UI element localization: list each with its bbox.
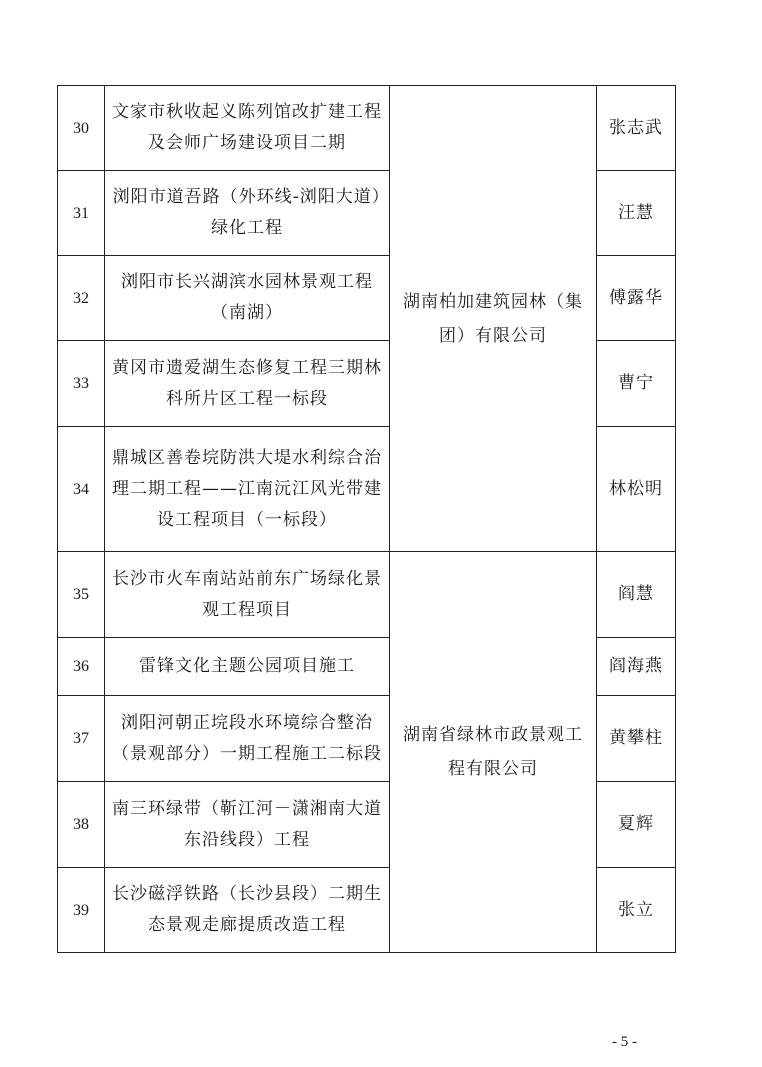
project-name: 文家市秋收起义陈列馆改扩建工程及会师广场建设项目二期	[105, 86, 390, 171]
project-name: 南三环绿带（靳江河－潇湘南大道东沿线段）工程	[105, 782, 390, 868]
project-name: 浏阳市长兴湖滨水园林景观工程（南湖）	[105, 256, 390, 341]
person-name: 阎慧	[597, 552, 676, 638]
row-number: 31	[58, 171, 105, 256]
page-number: - 5 -	[612, 1034, 637, 1050]
row-number: 39	[58, 868, 105, 953]
table-row	[58, 552, 676, 638]
table-row	[58, 86, 676, 171]
project-name: 黄冈市遗爱湖生态修复工程三期林科所片区工程一标段	[105, 341, 390, 427]
project-name: 长沙市火车南站站前东广场绿化景观工程项目	[105, 552, 390, 638]
person-name: 夏辉	[597, 782, 676, 868]
person-name: 阎海燕	[597, 638, 676, 696]
row-number: 35	[58, 552, 105, 638]
row-number: 33	[58, 341, 105, 427]
row-number: 37	[58, 696, 105, 782]
row-number: 34	[58, 427, 105, 552]
row-number: 30	[58, 86, 105, 171]
person-name: 汪慧	[597, 171, 676, 256]
row-number: 36	[58, 638, 105, 696]
person-name: 张立	[597, 868, 676, 953]
company-name: 湖南柏加建筑园林（集团）有限公司	[390, 86, 597, 552]
row-number: 32	[58, 256, 105, 341]
person-name: 张志武	[597, 86, 676, 171]
project-table	[57, 85, 676, 953]
person-name: 曹宁	[597, 341, 676, 427]
person-name: 傅露华	[597, 256, 676, 341]
project-name: 雷锋文化主题公园项目施工	[105, 638, 390, 696]
project-name: 鼎城区善卷垸防洪大堤水利综合治理二期工程——江南沅江风光带建设工程项目（一标段）	[105, 427, 390, 552]
person-name: 林松明	[597, 427, 676, 552]
project-name: 长沙磁浮铁路（长沙县段）二期生态景观走廊提质改造工程	[105, 868, 390, 953]
project-name: 浏阳市道吾路（外环线-浏阳大道）绿化工程	[105, 171, 390, 256]
project-name: 浏阳河朝正垸段水环境综合整治（景观部分）一期工程施工二标段	[105, 696, 390, 782]
person-name: 黄攀柱	[597, 696, 676, 782]
company-name: 湖南省绿林市政景观工程有限公司	[390, 552, 597, 953]
row-number: 38	[58, 782, 105, 868]
